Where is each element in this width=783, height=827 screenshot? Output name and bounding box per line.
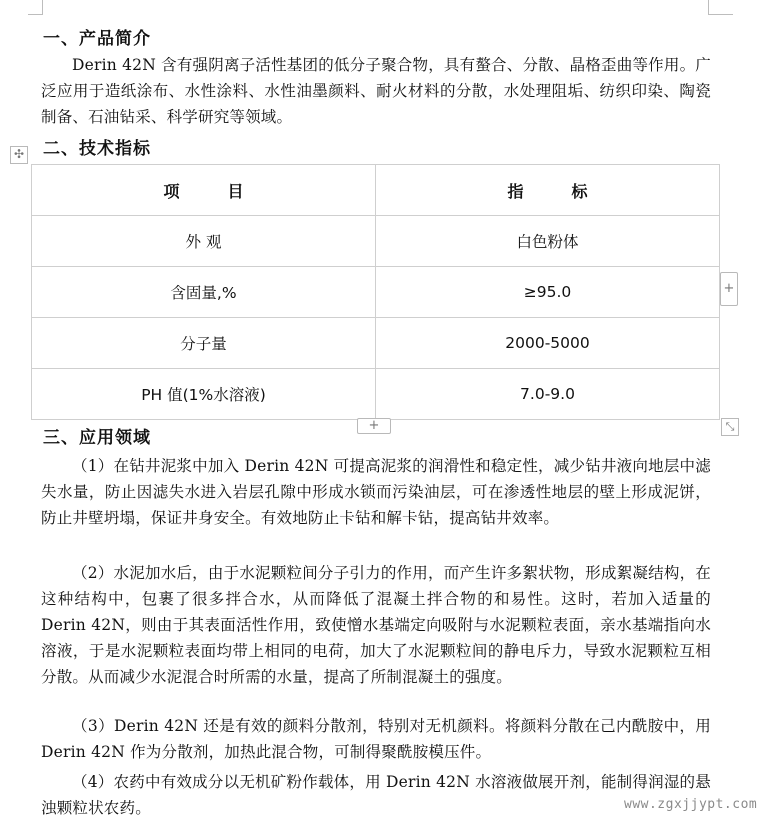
table-row	[32, 318, 720, 369]
section-heading-intro: 一、产品简介	[43, 29, 151, 49]
section-heading-specs: 二、技术指标	[43, 139, 151, 159]
application-paragraph: （2）水泥加水后，由于水泥颗粒间分子引力的作用，而产生许多絮状物，形成絮凝结构，在这种结构中，包裹了很多拌合水，从而降低了混凝土拌合物的和易性。这时，若加入适量的 Derin 42N，则由于其表面活性作用，致使憎水基端定向吸附与水泥颗粒表面，亲水基端指向水溶液，于是水泥颗粒表面均带上相同的电荷，加大了水泥颗粒间的静电斥力，导致水泥颗粒互相分散。从而减少水泥混合时所需的水量，提高了所制混凝土的强度。	[41, 564, 711, 686]
page-corner-mark	[28, 0, 43, 15]
table-row	[32, 267, 720, 318]
table-cell: 2000-5000	[376, 318, 720, 369]
table-row	[32, 216, 720, 267]
table-cell: 外 观	[32, 216, 376, 267]
table-cell: 7.0-9.0	[376, 369, 720, 420]
application-paragraph: （3）Derin 42N 还是有效的颜料分散剂，特别对无机颜料。将颜料分散在己内酰胺中，用 Derin 42N 作为分散剂，加热此混合物，可制得聚酰胺模压件。	[41, 717, 711, 761]
section-heading-applications: 三、应用领域	[43, 428, 151, 448]
table-row	[32, 369, 720, 420]
header-spec: 指 标	[376, 165, 720, 216]
watermark-text: www.zgxjjypt.com	[624, 797, 758, 812]
application-paragraph: （4）农药中有效成分以无机矿粉作载体，用 Derin 42N 水溶液做展开剂，能制得润湿的悬浊颗粒状农药。	[41, 773, 711, 817]
table-move-handle-icon[interactable]: ✣	[10, 146, 28, 164]
spec-table	[31, 164, 720, 420]
application-paragraph: （1）在钻井泥浆中加入 Derin 42N 可提高泥浆的润滑性和稳定性，减少钻井液向地层中滤失水量，防止因滤失水进入岩层孔隙中形成水锁而污染油层，可在渗透性地层的壁上形成泥饼，防止井壁坍塌，保证井身安全。有效地防止卡钻和解卡钻，提高钻井效率。	[41, 457, 711, 527]
intro-paragraph: Derin 42N 含有强阴离子活性基团的低分子聚合物，具有螯合、分散、晶格歪曲等作用。广泛应用于造纸涂布、水性涂料、水性油墨颜料、耐火材料的分散，水处理阻垢、纺织印染、陶瓷制备、石油钻采、科学研究等领域。	[41, 56, 711, 126]
header-item: 项 目	[32, 165, 376, 216]
page-corner-mark	[708, 0, 733, 15]
table-cell: 分子量	[32, 318, 376, 369]
table-cell: 白色粉体	[376, 216, 720, 267]
table-cell: PH 值(1%水溶液)	[32, 369, 376, 420]
table-cell: 含固量,%	[32, 267, 376, 318]
table-resize-icon[interactable]: ⤡	[721, 418, 739, 436]
table-cell: ≥95.0	[376, 267, 720, 318]
table-header-row	[32, 165, 720, 216]
add-row-button[interactable]: +	[357, 418, 391, 434]
add-column-button[interactable]: +	[720, 272, 738, 306]
